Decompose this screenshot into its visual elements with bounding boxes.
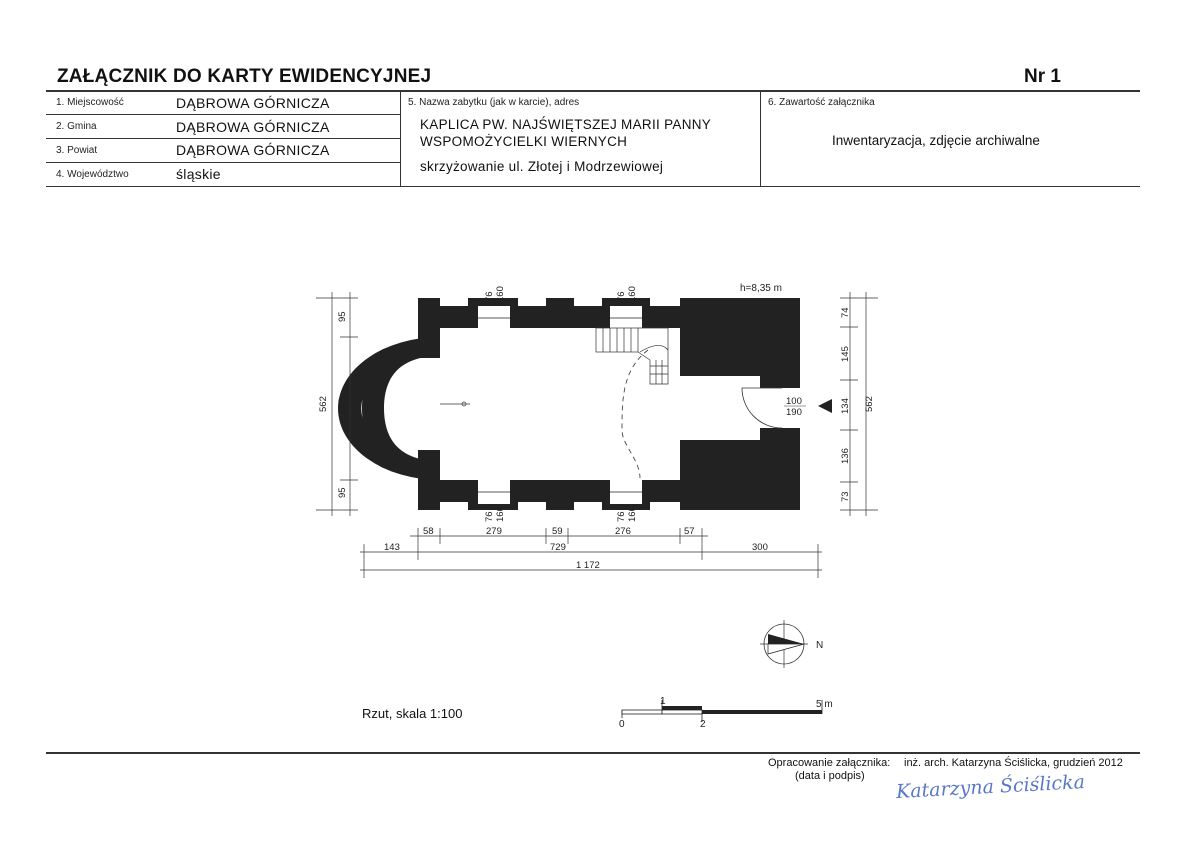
door-dim-width: 100	[786, 396, 802, 407]
monument-name-line2: WSPOMOŻYCIELKI WIERNYCH	[420, 134, 628, 149]
window-dim-bot2-b: 160	[627, 506, 638, 522]
field-gmina-value: DĄBROWA GÓRNICZA	[176, 119, 330, 135]
monument-name-line1: KAPLICA PW. NAJŚWIĘTSZEJ MARII PANNY	[420, 117, 712, 132]
left-dim-2: 372	[337, 398, 348, 414]
top-wall-gap-3	[574, 298, 602, 306]
interior	[440, 328, 680, 480]
top-wall-gap-1	[440, 298, 468, 306]
entrance-opening	[760, 388, 782, 428]
right-dim-4: 136	[840, 448, 851, 464]
east-wing-upper	[680, 298, 800, 376]
bottom-dim-total: 1 172	[576, 560, 600, 571]
top-wall-gap-4	[650, 298, 680, 306]
top-wall-gap-2	[518, 298, 546, 306]
bottom-dim-8: 300	[752, 542, 768, 553]
wall-west-lower	[418, 450, 440, 510]
window-dim-top1-a: 76	[484, 291, 495, 302]
field-zawartosc-value: Inwentaryzacja, zdjęcie archiwalne	[832, 133, 1040, 148]
field-gmina-label: 2. Gmina	[56, 121, 97, 132]
bottom-dim-5: 57	[684, 526, 695, 537]
signature-text: Katarzyna Ściślicka	[895, 771, 1086, 803]
bottom-wall-gap-1	[440, 502, 468, 510]
monument-address: skrzyżowanie ul. Złotej i Modrzewiowej	[420, 159, 664, 174]
north-arrow-icon	[760, 620, 823, 668]
field-powiat-value: DĄBROWA GÓRNICZA	[176, 142, 330, 158]
field-wojewodztwo-value: śląskie	[176, 166, 221, 182]
bottom-wall-gap-4	[650, 502, 680, 510]
left-dim-total: 562	[318, 396, 329, 412]
scale-label-5: 5 m	[816, 699, 833, 710]
north-label: N	[816, 640, 824, 651]
door-dim-height: 190	[786, 407, 802, 418]
author-name: inż. arch. Katarzyna Ściślicka, grudzień 2012	[904, 757, 1123, 769]
right-dim-1: 74	[840, 307, 851, 318]
window-dim-top2-a: 76	[616, 291, 627, 302]
window-dim-bot1-a: 76	[484, 511, 495, 522]
scale-label-1: 1	[660, 696, 666, 707]
window-dim-bot2-a: 76	[616, 511, 627, 522]
field-nazwa-label: 5. Nazwa zabytku (jak w karcie), adres	[408, 97, 580, 108]
bottom-wall-gap-3	[574, 502, 602, 510]
east-wall-door-lower	[780, 428, 800, 440]
height-note: h=8,35 m	[740, 283, 782, 294]
field-miejscowosc-value: DĄBROWA GÓRNICZA	[176, 95, 330, 111]
window-dim-top2-b: 160	[627, 286, 638, 302]
field-zawartosc-label: 6. Zawartość załącznika	[768, 97, 875, 108]
footer-rule	[46, 752, 1140, 754]
window-dim-top1-b: 160	[495, 286, 506, 302]
right-dim-3: 134	[840, 398, 851, 414]
east-wall-door-upper	[780, 376, 800, 388]
right-dim-2: 145	[840, 346, 851, 362]
prepared-label: Opracowanie załącznika:	[768, 757, 891, 769]
bottom-dim-6: 143	[384, 542, 400, 553]
field-miejscowosc-label: 1. Miejscowość	[56, 97, 124, 108]
attachment-number: Nr 1	[1024, 66, 1061, 87]
window-dim-bot1-b: 160	[495, 506, 506, 522]
date-sign-label: (data i podpis)	[795, 770, 865, 782]
scale-label-0: 0	[619, 719, 625, 730]
scale-bar	[619, 696, 833, 730]
field-wojewodztwo-label: 4. Województwo	[56, 169, 129, 180]
page-title: ZAŁĄCZNIK DO KARTY EWIDENCYJNEJ	[57, 66, 432, 87]
left-dim-1: 95	[337, 311, 348, 322]
bottom-dim-7: 729	[550, 542, 566, 553]
bottom-dim-2: 279	[486, 526, 502, 537]
bottom-dim-4: 276	[615, 526, 631, 537]
right-dim-total: 562	[864, 396, 875, 412]
entrance-arrow-icon	[818, 399, 832, 413]
bottom-dim-1: 58	[423, 526, 434, 537]
plan-caption: Rzut, skala 1:100	[362, 706, 463, 721]
east-wing-lower	[680, 440, 800, 510]
bottom-wall-gap-2	[518, 502, 546, 510]
right-dim-5: 73	[840, 491, 851, 502]
field-powiat-label: 3. Powiat	[56, 145, 98, 156]
bottom-dim-3: 59	[552, 526, 563, 537]
left-dim-3: 95	[337, 487, 348, 498]
scale-label-2: 2	[700, 719, 706, 730]
